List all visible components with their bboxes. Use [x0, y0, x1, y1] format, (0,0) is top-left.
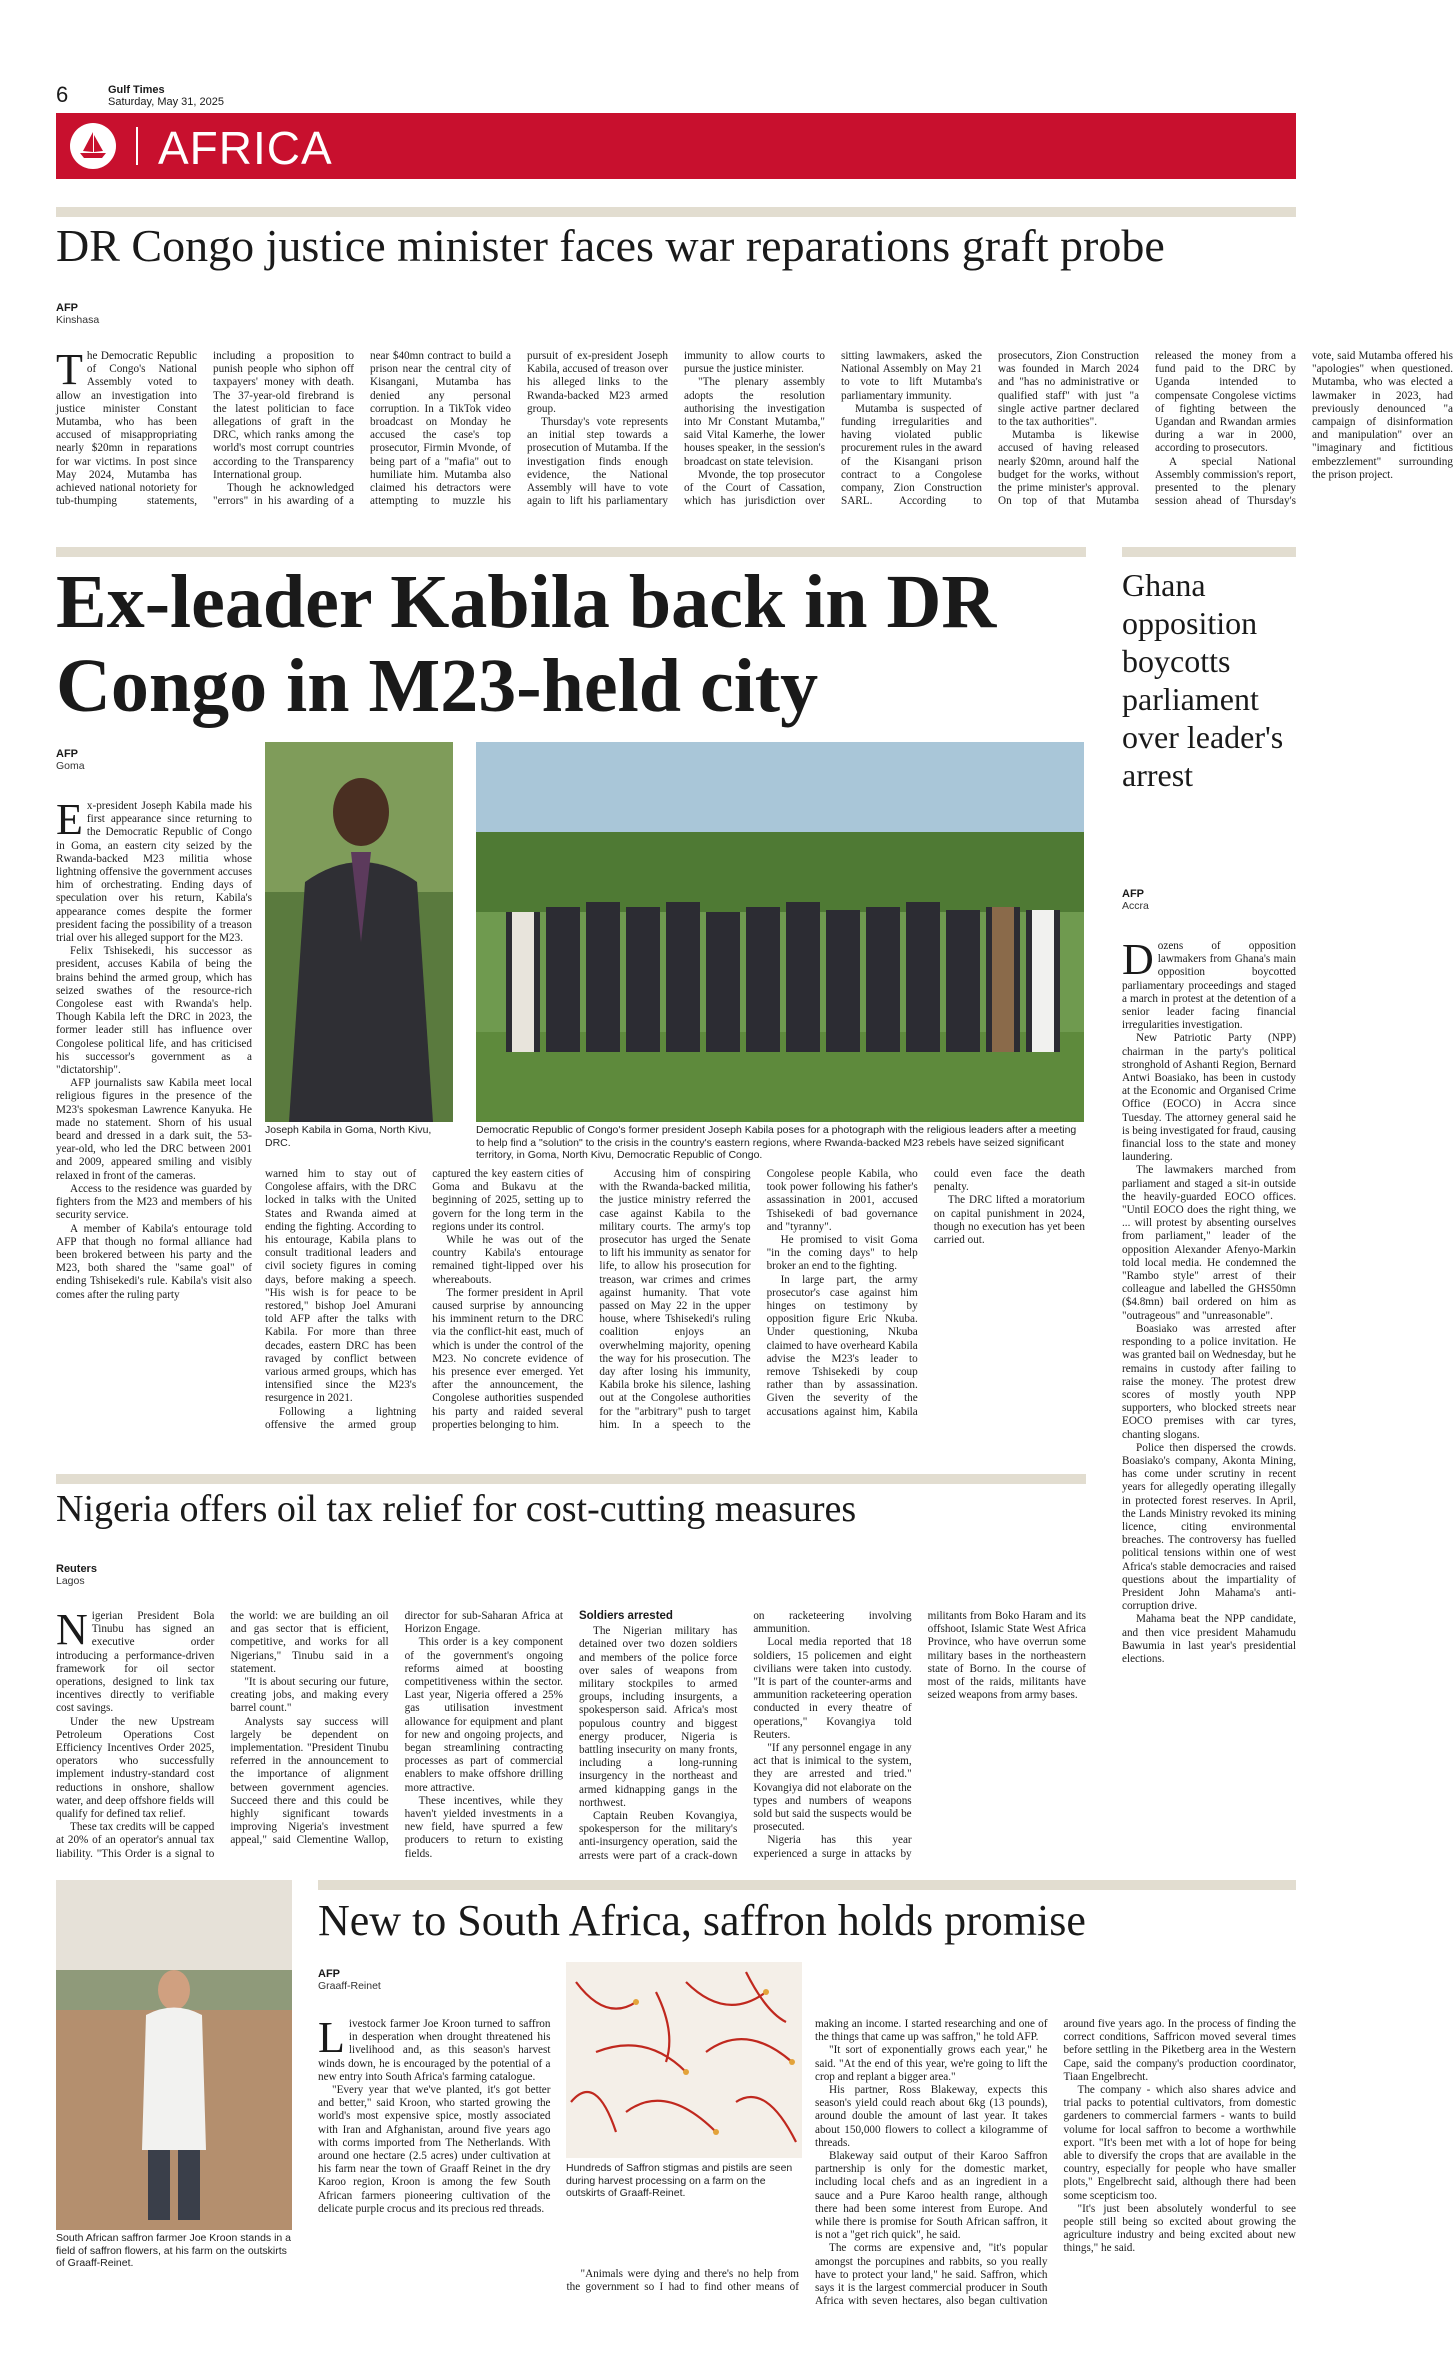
story2-headline: Ex-leader Kabila back in DR Congo in M23-held city: [56, 560, 997, 728]
story2-agency: AFP: [56, 748, 78, 760]
story4-byline: [56, 1563, 196, 1587]
story3-dropcap: D: [1122, 935, 1154, 984]
story3-paragraph: Mahama beat the NPP candidate, and then vice president Mahamudu Bawumia in last year's presidential elections.: [1122, 1613, 1296, 1665]
dhow-boat-icon: [70, 123, 116, 169]
story4-paragraph: The Nigerian military has detained over two dozen soldiers and members of the police force over sales of weapons from military stockpiles to armed groups, including insurgents, a spokesperson said. Africa's most populous country and biggest energy producer, Nigeria is battling insecurity on many fronts, including a long-running insurgency in the northeast and armed kidnapping gangs in the northwest.: [578, 1625, 738, 1809]
story3-body: [1122, 935, 1296, 1852]
story4-paragraph: Captain Reuben Kovangiya, spokesperson for the military's anti-insurgency operation, said the arrests were part of a crack-down on racketeering involving ammunition.: [578, 1610, 912, 1862]
story1-dateline: Kinshasa: [56, 314, 100, 326]
story5-photo-gap: [567, 2018, 800, 2268]
story3-dateline: Accra: [1122, 900, 1149, 912]
story5-top-rule: [318, 1880, 1296, 1890]
story5-paragraph: "Every year that we've planted, it's got better and better," said Kroon, who started growing the world's most expensive spice, mostly associated with Iran and Afghanistan, around five years ago with corms imported from The Netherlands. With around one hectare (2.5 acres) under cultivation at his farm near the town of Graaff Reinet in the dry Karoo region, Kroon is among the few South African farmers pioneering cultivation of the delicate purple crocus and its precious red threads.: [318, 2084, 551, 2215]
kabila-portrait-photo: [265, 742, 453, 1122]
story2-paragraph: The former president in April caused surprise by announcing his imminent return to the DRC via the conflict-hit east, much of which is under the control of the M23. No concrete evidence of his presence ever emerged. Yet after the announcement, the Congolese authorities suspended his party and raided several properties belonging to him.: [432, 1286, 584, 1431]
story3-paragraph: New Patriotic Party (NPP) chairman in the party's political stronghold of Ashanti Region, Bernard Antwi Boasiako, has been in custody at the Economic and Organised Crime Office (EOCO) in Accra since Tuesday. The attorney general said he is being investigated for fraud, causing financial loss to the state and money laundering.: [1122, 1032, 1296, 1164]
story1-body: [56, 345, 1453, 520]
section-title: AFRICA: [158, 122, 333, 174]
story2-paragraph: In large part, the army prosecutor's case against him hinges on testimony by opposition figure Eric Nkuba. Under questioning, Nkuba claimed to have overheard Kabila advise the M23's leader to remove Tshisekedi by coup rather than by assassination. Given the severity of the accusations against him, Kabila could even face the death penalty.: [766, 1168, 1085, 1418]
story2-paragraph: Accusing him of conspiring with the Rwanda-backed militia, the justice ministry referred the case against Kabila to the military courts. The army's top prosecutor has urged the Senate to lift his immunity as senator for life, to allow his prosecution for treason, war crimes and crimes against humanity. That vote passed on May 22 in the upper house, where Tshisekedi's ruling coalition enjoys an overwhelming majority, opening the way for his prosecution. The day after losing his immunity, Kabila broke his silence, lashing out at the Congolese authorities for the "arbitrary" push to target him. In a speech to the Congolese people Kabila, who took power following his father's assassination in 2001, accused Tshisekedi of bad governance and "tyranny".: [599, 1168, 918, 1431]
banner-divider: [136, 127, 138, 165]
story5-paragraph: The company - which also shares advice and trial packs to potential cultivators, from domestic gardeners to commercial farmers - wants to build volume for local saffron to become a worthwhile export. "It's been met with a lot of hope for being able to diversify the crops that are available in the country, especially for people who have smaller plots," Engelbrecht said, although there had been some scepticism too.: [1063, 2084, 1296, 2202]
story3-top-rule: [1122, 547, 1296, 557]
story4-paragraph: Analysts say success will largely be dependent on implementation. "President Tinubu referred in the announcement to the importance of alignment between government agencies. Succeed there and this could be highly significant towards improving Nigeria's investment appeal," said Clementine Wallop, director for sub-Saharan Africa at Horizon Engage.: [230, 1610, 563, 1847]
story4-paragraph: "If any personnel engage in any act that is inimical to the system, they are arrested and tried." Kovangiya did not elaborate on the types and numbers of weapons sold but said the suspects would be prosecuted.: [753, 1742, 912, 1834]
story5-dateline: Graaff-Reinet: [318, 1980, 381, 1992]
story4-dateline: Lagos: [56, 1575, 85, 1587]
story2-paragraph: He promised to visit Goma "in the coming days" to help broker an end to the fighting.: [766, 1234, 918, 1273]
story5-dropcap: L: [318, 2013, 345, 2062]
story2-paragraph: While he was out of the country Kabila's entourage remained tight-lipped over his whereabouts.: [432, 1234, 584, 1286]
story2-paragraph: AFP journalists saw Kabila meet local religious figures in the presence of the M23's spokesman Lawrence Kanyuka. He made no statement. Shorn of his usual beard and dressed in a dark suit, the 53-year-old, who led the DRC between 2001 and 2009, appeared smiling and visibly relaxed in front of the cameras.: [56, 1077, 252, 1182]
story4-paragraph: "It is about securing our future, creating jobs, and making every barrel count.": [230, 1676, 389, 1715]
issue-date: Saturday, May 31, 2025: [108, 96, 224, 108]
story5-paragraph: Blakeway said output of their Karoo Saffron partnership is only for the domestic market, including local chefs and as an ingredient in a sauce and a Pure Karoo health range, although there had been some interest from Europe. And while there is promise for South African saffron, it is not a "get rich quick", he said.: [815, 2150, 1048, 2242]
story3-paragraph: ozens of opposition lawmakers from Ghana's main opposition boycotted parliamentary proceedings and staged a march in protest at the detention of a senior leader facing financial irregularities investigation.: [1122, 940, 1296, 1032]
story5-byline: [318, 1968, 518, 1992]
story4-paragraph: Nigeria has this year experienced a surge in attacks by militants from Boko Haram and its offshoot, Islamic State West Africa Province, who have overrun some military bases in the northeastern state of Borno. In the course of most of the raids, militants have seized weapons from army bases.: [753, 1610, 1086, 1860]
story5-caption-left: South African saffron farmer Joe Kroon stands in a field of saffron flowers, at his farm on the outskirts of Graaff-Reinet.: [56, 2232, 292, 2269]
story2-paragraph: The DRC lifted a moratorium on capital punishment in 2024, though no execution has yet been carried out.: [933, 1194, 1085, 1247]
story4-subhead: Soldiers arrested: [578, 1610, 673, 1622]
story5-paragraph: "It's just been absolutely wonderful to see people still being so excited about growing the agriculture industry and being excited about new things," he said.: [1063, 2202, 1296, 2255]
section-banner: [56, 113, 1296, 179]
story1-paragraph: Mutamba is likewise accused of having released nearly $20mn, around half the budget for the works, without the prime minister's approval. On top of that Mutamba released the money from a fund paid to the DRC by Uganda intended to compensate Congolese victims of fighting between the Ugandan and Rwandan armies during a war in 2000, according to prosecutors.: [998, 350, 1296, 508]
story4-paragraph: These tax credits will be capped at 20% of an operator's annual tax liability. "This Order is a signal to the world: we are building an oil and gas sector that is efficient, competitive, and works for all Nigerians," Tinubu said in a statement.: [56, 1610, 389, 1860]
story5-agency: AFP: [318, 1968, 340, 1980]
story2-lead-column: [56, 795, 252, 1445]
story3-agency: AFP: [1122, 888, 1144, 900]
story5-paragraph: "Animals were dying and there's no help from the government so I had to find other means of making an income. I started researching and one of the things that came up was saffron," he told AFP.: [566, 2018, 1048, 2294]
story2-paragraph: warned him to stay out of Congolese affairs, with the DRC locked in talks with the United States and Rwanda aimed at ending the fighting. According to his entourage, Kabila plans to consult traditional leaders and civil society figures in coming days, before making a speech. "His wish is for peace to be restored," bishop Joel Amurani told AFP after the talks with Kabila. For more than three decades, eastern DRC has been ravaged by conflict between various armed groups, which has intensified since the M23's resurgence in 2021.: [265, 1168, 417, 1405]
story3-headline: Ghana opposition boycotts parliament over leader's arrest: [1122, 567, 1284, 793]
story5-paragraph: "It sort of exponentially grows each year," he said. "At the end of this year, we're going to lift the crop and replant a bigger area.": [815, 2044, 1048, 2083]
story4-paragraph: Under the new Upstream Petroleum Operations Cost Efficiency Incentives Order 2025, operators who successfully implement industry-standard cost reductions in onshore, shallow water, and deep offshore fields will qualify for defined tax relief.: [56, 1715, 215, 1821]
story2-top-rule: [56, 547, 1086, 557]
story1-agency: AFP: [56, 302, 78, 314]
story4-paragraph: Local media reported that 18 soldiers, 15 policemen and eight civilians were taken into custody. "It is part of the counter-arms and ammunition racketeering operation conducted in every theatre of operations," Kovangiya told Reuters.: [753, 1636, 912, 1741]
story3-paragraph: Boasiako was arrested after responding to a police invitation. He was granted bail on Wednesday, but he remains in custody after failing to raise the money. The protest drew scores of mostly youth NPP supporters, who blocked streets near EOCO premises with car tyres, chanting slogans.: [1122, 1322, 1296, 1441]
story5-headline: New to South Africa, saffron holds promise: [318, 1896, 1086, 1945]
story2-caption-right: Democratic Republic of Congo's former president Joseph Kabila poses for a photograph with the religious leaders after a meeting to help find a "solution" to the crisis in the country's eastern regions, where Rwanda-backed M23 rebels have seized significant territory, in Goma, North Kivu, Democratic Republic of Congo.: [476, 1124, 1077, 1161]
page-number: 6: [56, 82, 69, 107]
story2-paragraph: A member of Kabila's entourage told AFP that though no formal alliance had been brokered between his party and the M23, both shared the "same goal" of ending Tshisekedi's rule. Kabila's visit also comes after the ruling party: [56, 1222, 252, 1301]
story5-paragraph: His partner, Ross Blakeway, expects this season's yield could reach about 6kg (13 pounds), around double the amount of last year. It takes about 150,000 flowers to collect a kilogramme of threads.: [815, 2084, 1048, 2149]
story2-paragraph: Access to the residence was guarded by fighters from the M23 and members of his security service.: [56, 1182, 252, 1222]
story1-paragraph: Mvonde, the top prosecutor of the Court of Cassation, which has jurisdiction over sitting lawmakers, asked the National Assembly on May 21 to vote to lift Mutamba's parliamentary immunity.: [684, 350, 982, 508]
story1-paragraph: Mutamba is suspected of funding irregularities and having violated public procurement rules in the award of the Kisangani prison contract to a Congolese company, Zion Construction SARL. According to prosecutors, Zion Construction was founded in March 2024 and "has no administrative or qualified staff" with just "a single active partner declared to the tax authorities".: [841, 350, 1139, 508]
story5-body: [318, 2013, 1296, 2318]
story4-paragraph: igerian President Bola Tinubu has signed an executive order introducing a performance-driven framework for oil sector operations, designed to link tax incentives directly to verifiable cost savings.: [56, 1610, 215, 1715]
story1-paragraph: A special National Assembly commission's report, presented to the plenary session ahead of Thursday's vote, said Mutamba offered his "apologies" when questioned. Mutamba, who was elected a lawmaker in 2023, had previously denounced "a campaign of disinformation and manipulation" over an "imaginary and fictitious embezzlement" surrounding the prison project.: [1155, 350, 1453, 508]
story1-paragraph: Though he acknowledged "errors" in his awarding of a near $40mn contract to build a prison near the central city of Kisangani, Mutamba has denied any personal corruption. In a TikTok video broadcast on Monday he accused the case's top prosecutor, Firmin Mvonde, of being part of a "mafia" out to humiliate him. Mutamba also claimed his detractors were attempting to muzzle his pursuit of ex-president Joseph Kabila, accused of treason over his alleged links to the Rwanda-backed M23 armed group.: [213, 350, 668, 508]
story1-dropcap: T: [56, 345, 83, 394]
story2-body: [265, 1168, 1085, 1438]
story2-paragraph: Following a lightning offensive the armed group captured the key eastern cities of Goma and Bukavu at the beginning of 2025, setting up to govern for the long term in the regions under its control.: [265, 1168, 584, 1431]
story1-paragraph: "The plenary assembly adopts the resolution authorising the investigation into Mr Constant Mutamba," said Vital Kamerhe, the lower houses speaker, in the session's broadcast on state television.: [684, 376, 825, 468]
story1-top-rule: [56, 207, 1296, 217]
story2-paragraph: x-president Joseph Kabila made his first appearance since returning to the Democratic Republic of Congo in Goma, an eastern city seized by the Rwanda-backed M23 militia whose lightning offensive the government accuses him of orchestrating. Ending days of speculation over his return, Kabila's appearance comes despite the former president facing the possibility of a treason trial over his alleged support for the M23.: [56, 800, 252, 945]
saffron-farmer-photo: [56, 1880, 292, 2230]
story5-paragraph: ivestock farmer Joe Kroon turned to saffron in desperation when drought threatened his livelihood and, as this season's harvest winds down, he is encouraged by the potential of a new entry into South Africa's farming catalogue.: [318, 2018, 551, 2083]
story2-dropcap: E: [56, 795, 83, 844]
story2-caption-left: Joseph Kabila in Goma, North Kivu, DRC.: [265, 1124, 432, 1149]
story4-body: [56, 1605, 1086, 1865]
story5-caption-mid: Hundreds of Saffron stigmas and pistils are seen during harvest processing on a farm on the outskirts of Graaff-Reinet.: [566, 2162, 793, 2199]
story5-paragraph: The corms are expensive and, "it's popular amongst the porcupines and rabbits, so you really have to protect your land," he said. Saffron, which says it is the largest commercial producer in South Africa with seven hectares, also began cultivation around five years ago. In the process of finding the correct conditions, Saffricon moved several times before settling in the Piketberg area in the Western Cape, said the company's production coordinator, Tiaan Engelbrecht.: [815, 2018, 1296, 2308]
story1-paragraph: he Democratic Republic of Congo's National Assembly voted to allow an investigation into justice minister Constant Mutamba, who has been accused of misappropriating nearly $20mn in reparations for war victims. In post since May 2024, Mutamba has achieved national notoriety for tub-thumping statements, including a proposition to punish people who siphon off taxpayers' money with death. The 37-year-old firebrand is the latest politician to face allegations of graft in the DRC, which ranks among the world's most corrupt countries according to the Transparency International group.: [56, 350, 354, 508]
story4-dropcap: N: [56, 1605, 88, 1654]
story2-paragraph: Felix Tshisekedi, his successor as president, accuses Kabila of being the brains behind the armed group, which has seized swathes of the resource-rich Congolese east with Rwanda's help. Though Kabila left the DRC in 2023, the former leader still has influence over Congolese political life, and has criticised his successor's government as a "dictatorship".: [56, 945, 252, 1077]
paper-name: Gulf Times: [108, 84, 165, 96]
kabila-group-photo: [476, 742, 1084, 1122]
story3-paragraph: The lawmakers marched from parliament and staged a sit-in outside the heavily-guarded EOCO offices. "Until EOCO does the right thing, we ... will protest by absenting ourselves from parliament," leader of the opposition Alexander Afenyo-Markin told local media. He condemned the "Rambo style" arrest of their colleague and labelled the GHS50mn ($4.8mn) bail ordered on him as "outrageous" and "unreasonable".: [1122, 1164, 1296, 1322]
story3-byline: [1122, 888, 1296, 912]
story4-top-rule: [56, 1474, 1086, 1484]
story4-paragraph: This order is a key component of the government's ongoing reforms aimed at boosting competitiveness within the sector. Last year, Nigeria offered a 25% gas utilisation investment allowance for equipment and plant for new and ongoing projects, and began streamlining contracting processes as part of commercial enablers to make offshore drilling more attractive.: [404, 1636, 563, 1794]
story3-paragraph: Police then dispersed the crowds. Boasiako's company, Akonta Mining, has come under scrutiny in recent years for allegedly operating illegally in protected forest reserves. In April, the Lands Ministry revoked its mining licence, citing environmental breaches. The controversy has fuelled political tensions within one of west Africa's stable democracies and raised questions about the impartiality of President John Mahama's anti-corruption drive.: [1122, 1441, 1296, 1613]
story4-agency: Reuters: [56, 1563, 97, 1575]
story1-byline: [56, 302, 196, 326]
story1-paragraph: Thursday's vote represents an initial step towards a prosecution of Mutamba. If the investigation finds enough evidence, the National Assembly will have to vote again to lift his parliamentary immunity to allow courts to pursue the justice minister.: [527, 350, 825, 508]
story2-dateline: Goma: [56, 760, 85, 772]
story2-byline: [56, 748, 196, 772]
story4-paragraph: These incentives, while they haven't yielded investments in a new field, have spurred a few producers to return to existing fields.: [404, 1794, 563, 1860]
story1-headline: DR Congo justice minister faces war reparations graft probe: [56, 220, 1165, 271]
story4-headline: Nigeria offers oil tax relief for cost-cutting measures: [56, 1488, 857, 1530]
